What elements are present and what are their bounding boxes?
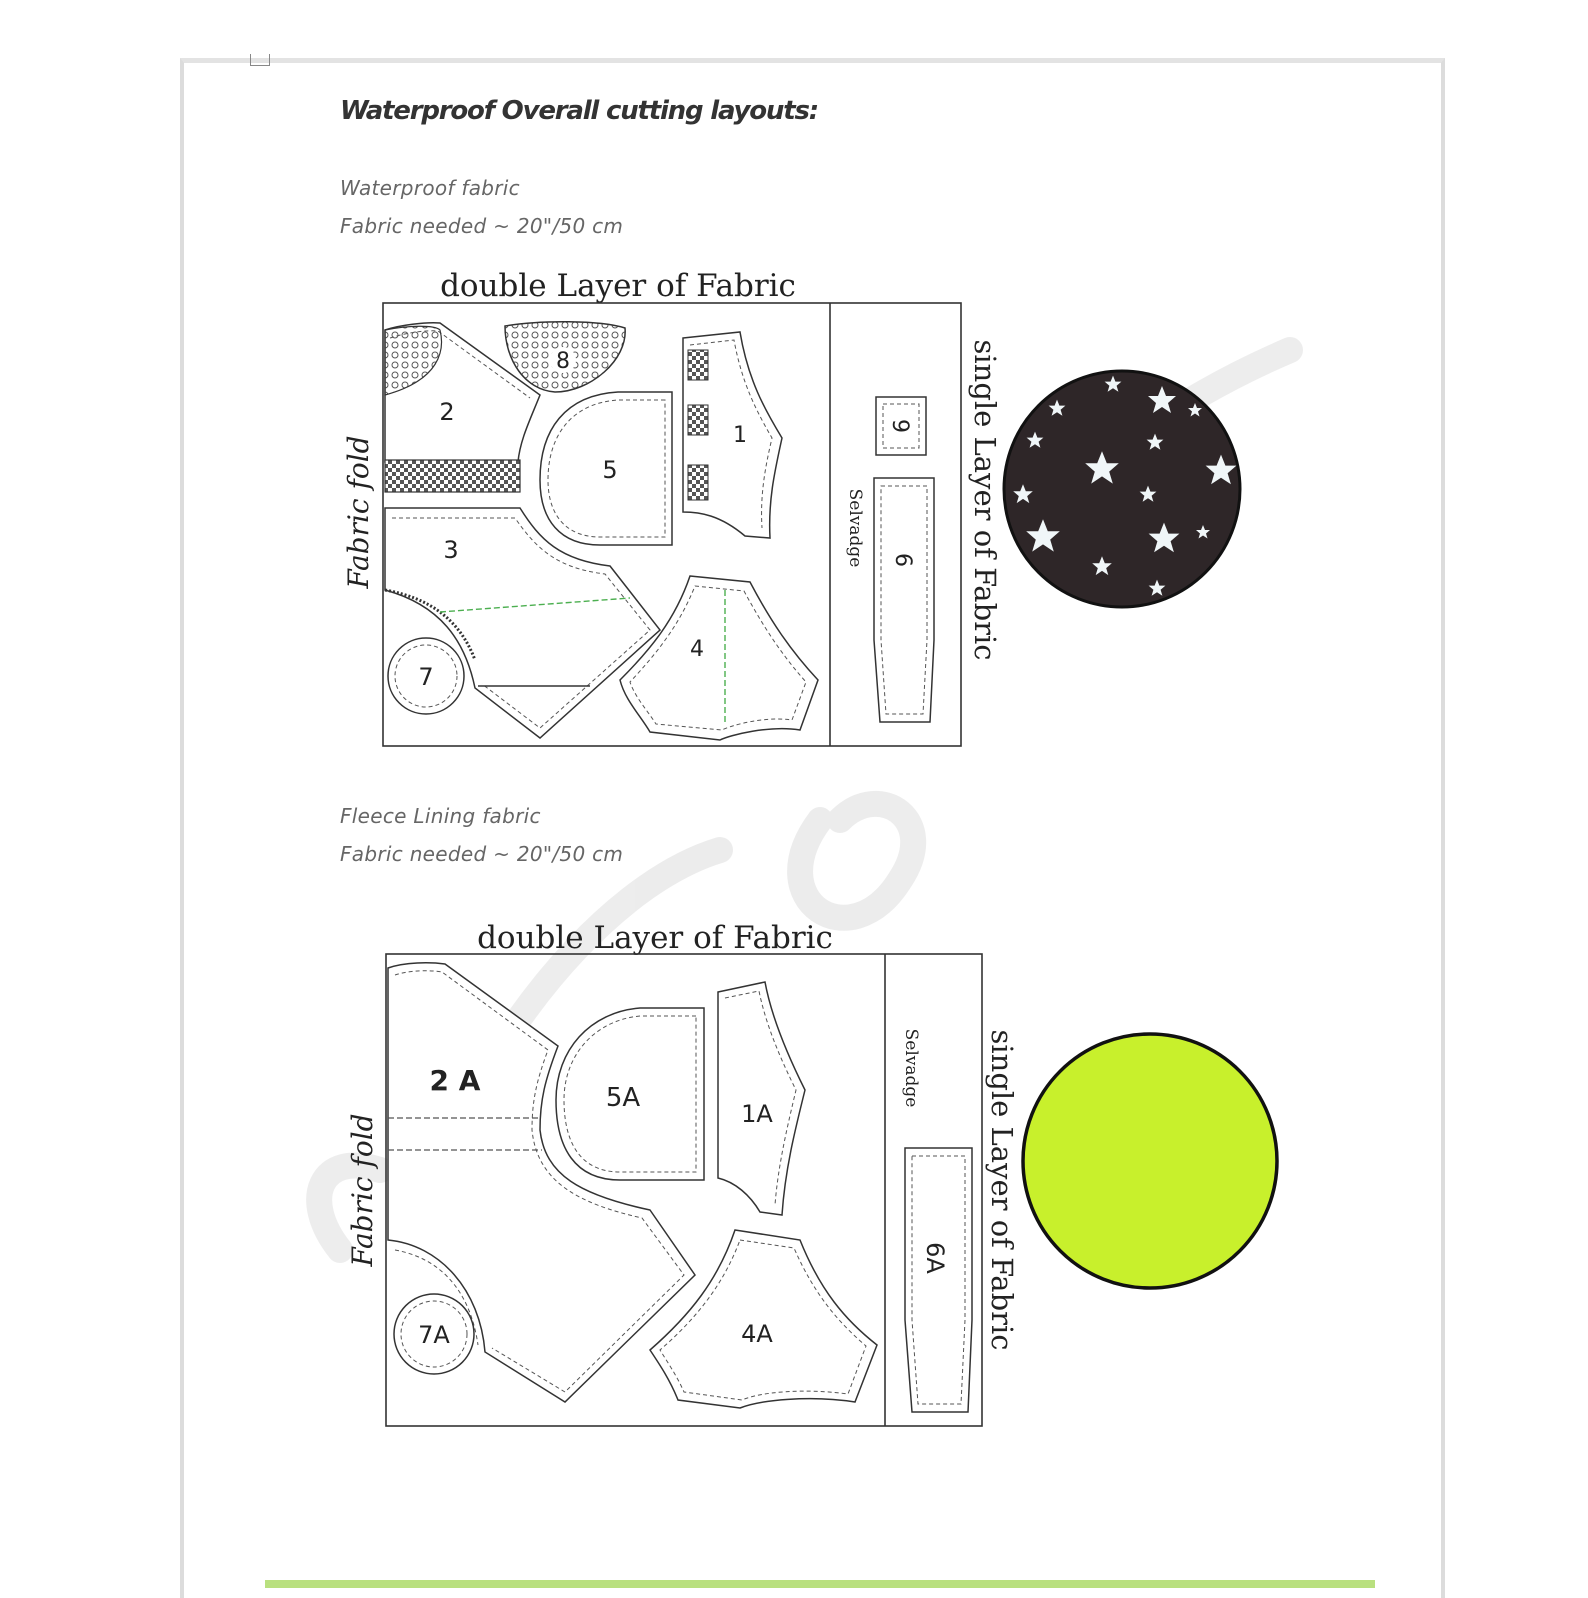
pattern-piece-5 [540, 392, 672, 545]
piece-label-7: 7 [418, 663, 434, 691]
selvage-label: Selvadge [845, 488, 865, 568]
layout-fleece [346, 920, 1277, 1426]
double-layer-label: double Layer of Fabric [440, 268, 796, 304]
lining-single-layer-label: single Layer of Fabric [985, 1029, 1019, 1351]
stars-fabric-swatch [1004, 371, 1240, 607]
piece-label-6a: 6A [921, 1242, 949, 1274]
piece-label-4a: 4A [741, 1320, 773, 1348]
piece-label-5a: 5A [605, 1083, 641, 1113]
fabric-amount-label: Fabric needed ~ 20"/50 cm [340, 214, 624, 238]
pattern-piece-8 [505, 322, 625, 392]
piece-label-2a: 2 A [429, 1064, 481, 1097]
piece-label-2: 2 [439, 398, 455, 426]
piece-label-4: 4 [690, 637, 704, 662]
fabric-fold-label: Fabric fold [342, 435, 375, 589]
layout-waterproof [342, 268, 1240, 746]
piece-label-9: 9 [887, 419, 912, 433]
pattern-piece-7a [394, 1294, 474, 1374]
pattern-piece-4 [620, 576, 818, 740]
pattern-piece-1a [718, 982, 805, 1215]
lime-fleece-swatch [1023, 1034, 1277, 1288]
lining-fabric-amount-label: Fabric needed ~ 20"/50 cm [340, 842, 624, 866]
document-title: Waterproof Overall cutting layouts: [340, 96, 818, 126]
piece-label-8: 8 [556, 349, 570, 374]
double-layer-label-lining: double Layer of Fabric [477, 920, 833, 956]
piece-label-6: 6 [890, 553, 915, 567]
pattern-piece-4a [650, 1230, 877, 1408]
piece-label-5: 5 [602, 456, 618, 484]
pattern-piece-7 [388, 638, 464, 714]
piece-label-3: 3 [443, 536, 459, 564]
lining-selvage-label: Selvadge [901, 1028, 921, 1108]
lining-fabric-fold-label: Fabric fold [346, 1113, 379, 1267]
piece-label-1a: 1A [741, 1100, 773, 1128]
single-layer-label: single Layer of Fabric [968, 339, 1002, 661]
page-bottom-accent-bar [265, 1580, 1375, 1588]
pattern-piece-1 [683, 332, 782, 538]
pattern-piece-6 [874, 478, 934, 722]
pattern-piece-9 [876, 397, 926, 455]
pattern-piece-6a [905, 1148, 972, 1412]
fabric-type-label: Waterproof fabric [340, 176, 520, 200]
piece-label-1: 1 [733, 423, 747, 448]
pattern-piece-5a [556, 1008, 704, 1180]
lining-fabric-type-label: Fleece Lining fabric [340, 804, 541, 828]
piece-label-7a: 7A [418, 1321, 450, 1349]
